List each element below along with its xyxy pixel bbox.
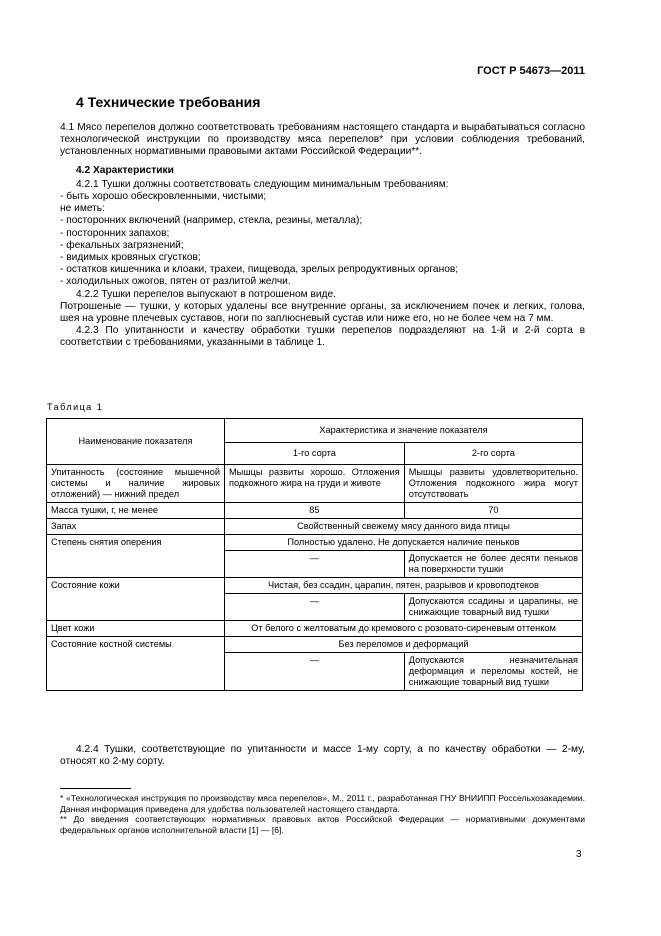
- paragraph-4-2-1: 4.2.1 Тушки должны соответствовать следующим минимальным требованиям:: [76, 178, 449, 190]
- cell-grade-2: Допускаются ссадины и царапины, не снижающие товарный вид тушки: [404, 594, 582, 621]
- cell-both-grades: Свойственный свежему мясу данного вида птицы: [224, 519, 582, 535]
- row-name: Упитанность (состояние мышечной системы и наличие жировых отложений) — нижний предел: [47, 465, 225, 503]
- cell-grade-1: —: [224, 551, 404, 578]
- list-item: - посторонних включений (например, стекла, резины, металла);: [60, 215, 585, 227]
- paragraph-4-1: 4.1 Мясо перепелов должно соответствовать требованиям настоящего стандарта и вырабатываться согласно технологической инструкции по производству мяса перепелов* при условии соблюдения требований, установленных нормативными правовыми актами Российской Федерации**.: [60, 122, 585, 158]
- cell-both-grades: Полностью удалено. Не допускается наличие пеньков: [224, 535, 582, 551]
- table-row: [47, 621, 583, 637]
- list-item: - видимых кровяных сгустков;: [60, 252, 585, 264]
- cell-both-grades: Без переломов и деформаций: [224, 637, 582, 653]
- section-title: 4 Технические требования: [76, 94, 261, 110]
- paragraph-gutted-definition: Потрошеные — тушки, у которых удалены все внутренние органы, за исключением почек и легких, голова, шея на уровне плечевых суставов, ноги по заплюсневый сустав или ниже его, но не более чем на 7 мм.: [60, 300, 585, 325]
- not-have-label: не иметь:: [60, 203, 105, 215]
- footnote-2: ** До введения соответствующих нормативных правовых актов Российской Федерации — нормативными документами федеральных органов исполнительной власти [1] — [6].: [60, 814, 585, 835]
- requirements-table: [46, 418, 583, 691]
- table-row: [47, 535, 583, 551]
- standard-header: ГОСТ Р 54673—2011: [477, 65, 585, 77]
- row-name: Цвет кожи: [47, 621, 225, 637]
- list-item: - фекальных загрязнений;: [60, 240, 585, 252]
- footnotes: [60, 793, 585, 835]
- cell-grade-2: Допускается не более десяти пеньков на поверхности тушки: [404, 551, 582, 578]
- header-indicator: Наименование показателя: [47, 419, 225, 465]
- cell-grade-1: Мышцы развиты хорошо. Отложения подкожного жира на груди и животе: [224, 465, 404, 503]
- cell-grade-2: 70: [404, 503, 582, 519]
- table-row: [47, 503, 583, 519]
- table-row: [47, 465, 583, 503]
- table-row: [47, 519, 583, 535]
- list-item: - посторонних запахов;: [60, 228, 585, 240]
- row-name: Состояние костной системы: [47, 637, 225, 691]
- cell-grade-1: —: [224, 653, 404, 691]
- cell-both-grades: Чистая, без ссадин, царапин, пятен, разрывов и кровоподтеков: [224, 578, 582, 594]
- cell-grade-2: Допускаются незначительная деформация и переломы костей, не снижающие товарный вид тушки: [404, 653, 582, 691]
- paragraph-4-2-3: 4.2.3 По упитанности и качеству обработки тушки перепелов подразделяют на 1-й и 2-й сорта в соответствии с требованиями, указанными в таблице 1.: [60, 325, 585, 349]
- header-grade-1: 1-го сорта: [224, 443, 404, 465]
- header-characteristic: Характеристика и значение показателя: [224, 419, 582, 443]
- row-name: Состояние кожи: [47, 578, 225, 621]
- table-row: [47, 637, 583, 653]
- row-name: Степень снятия оперения: [47, 535, 225, 578]
- list-item-clean: - быть хорошо обескровленными, чистыми;: [60, 191, 585, 203]
- list-item: - остатков кишечника и клоаки, трахеи, пищевода, зрелых репродуктивных органов;: [60, 264, 585, 276]
- footnote-divider: [60, 788, 131, 789]
- cell-grade-2: Мышцы развиты удовлетворительно. Отложения подкожного жира могут отсутствовать: [404, 465, 582, 503]
- cell-both-grades: От белого с желтоватым до кремового с розовато-сиреневым оттенком: [224, 621, 582, 637]
- page-number: 3: [576, 849, 582, 860]
- footnote-1: * «Технологическая инструкция по производству мяса перепелов», М., 2011 г., разработанная ГНУ ВНИИПП Россельхозакадемии. Данная информация приведена для удобства пользователей настоящего стандарта.: [60, 793, 585, 814]
- subsection-title: 4.2 Характеристики: [76, 164, 174, 176]
- table-header-row: [47, 419, 583, 443]
- paragraph-4-2-2: 4.2.2 Тушки перепелов выпускают в потрошеном виде.: [76, 288, 336, 300]
- header-grade-2: 2-го сорта: [404, 443, 582, 465]
- section-body: [60, 122, 585, 350]
- table-row: [47, 578, 583, 594]
- table-caption: Таблица 1: [47, 402, 104, 412]
- row-name: Масса тушки, г, не менее: [47, 503, 225, 519]
- cell-grade-1: —: [224, 594, 404, 621]
- closing-text: [60, 744, 585, 768]
- row-name: Запах: [47, 519, 225, 535]
- list-item: - холодильных ожогов, пятен от разлитой желчи.: [60, 276, 585, 288]
- paragraph-4-2-4: 4.2.4 Тушки, соответствующие по упитанности и массе 1-му сорту, а по качеству обработки — 2-му, относят ко 2-му сорту.: [60, 744, 585, 768]
- cell-grade-1: 85: [224, 503, 404, 519]
